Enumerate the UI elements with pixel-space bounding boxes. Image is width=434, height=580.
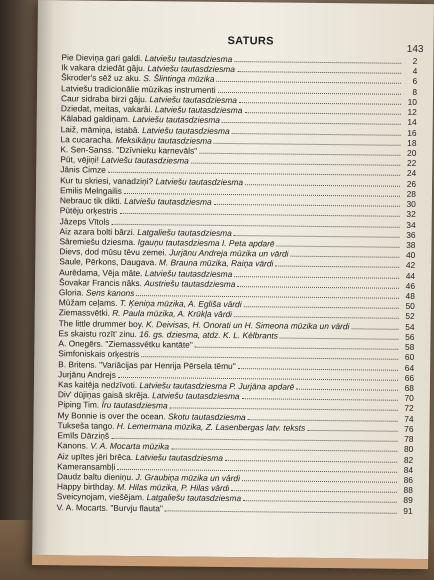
toc-entry-title: Aurēdama, Vēja māte. <box>59 266 143 278</box>
toc-entry-page: 28 <box>406 188 417 199</box>
toc-entry-subtitle: Meksikāņu tautasdziesma <box>115 134 212 146</box>
toc-entry-subtitle: Latviešu tautasdziesma <box>124 195 212 207</box>
toc-entry-subtitle: Latviešu tautasdziesma <box>101 154 189 166</box>
toc-entry-subtitle: Latviešu tautasdziesma <box>152 390 240 402</box>
toc-entry-page: 8 <box>412 86 418 97</box>
toc-entry-title: Simfoniskais orķestris <box>58 348 140 360</box>
toc-entry-subtitle: Jurjānu Andreja mūzika un vārdi <box>169 247 289 259</box>
toc-entry-title: Jāzeps Vītols <box>59 215 110 227</box>
toc-entry-title: Latviešu tradicionālie mūzikas instrumenti <box>61 82 216 95</box>
toc-entry-title: Sveicynojam, viešējam. <box>56 491 145 503</box>
toc-entry-subtitle: T. Ķeniņa mūzika, A. Egliša vārdi <box>119 298 242 310</box>
toc-entry-page: 32 <box>406 209 416 220</box>
toc-entry-subtitle: Latviešu tautasdziesma <box>132 114 221 126</box>
toc-entry-subtitle: V. A. Mocarta mūzika <box>90 440 170 452</box>
toc-entry-subtitle: Latgaliešu tautasdziesma <box>137 226 232 238</box>
toc-entry-page: 22 <box>406 158 417 169</box>
toc-entry-subtitle: Skotu tautasdziesma <box>167 411 246 422</box>
toc-entry-page: 34 <box>406 219 416 230</box>
dot-leader <box>243 501 397 504</box>
toc-entry-title: Daudz baltu dieniņu. <box>56 471 134 482</box>
dot-leader <box>234 235 400 238</box>
toc-entry-subtitle: Latviešu tautasdziesma <box>154 104 243 116</box>
toc-entry-page: 40 <box>405 250 416 261</box>
dot-leader <box>248 419 398 422</box>
dot-leader <box>234 276 399 279</box>
toc-entry-title: Jurjānu Andrejs <box>58 369 116 380</box>
toc-entry-page: 58 <box>405 341 415 353</box>
toc-entry-page: 30 <box>406 198 416 210</box>
toc-entry-title: B. Britens. "Variācijas par Henrija Pērsela tēmu" <box>58 358 236 371</box>
toc-entry-page: 2 <box>412 55 418 66</box>
toc-entry-title: Dziedat, meitas, vakarāi. <box>60 103 153 115</box>
toc-entry-subtitle: Latviešu tautasdziesma <box>142 124 230 136</box>
toc-entry-page: 14 <box>407 117 417 128</box>
toc-entry-subtitle: Latviešu tautasdziesma <box>149 94 238 105</box>
toc-entry-title: Kameransambļi <box>57 460 116 472</box>
toc-entry-subtitle: Latviešu tautasdziesma <box>144 267 233 279</box>
toc-entry-title: Sāremiešu dziesma. <box>59 236 136 247</box>
toc-entry-page: 60 <box>404 352 415 363</box>
toc-entry-title: Ik vakara dziedāt gāju. <box>61 62 146 74</box>
toc-entry-page: 70 <box>404 393 414 404</box>
dot-leader <box>237 71 401 74</box>
toc-entry-page: 82 <box>403 454 414 465</box>
dot-leader <box>214 204 400 207</box>
toc-entry-page: 72 <box>404 403 414 414</box>
toc-entry-title: Tukseša tango. <box>57 420 115 431</box>
toc-entry-page: 76 <box>404 423 414 434</box>
toc-entry-page: 68 <box>404 382 415 393</box>
toc-entry-page: 86 <box>403 474 414 485</box>
dot-leader <box>277 245 400 247</box>
dot-leader <box>237 286 399 289</box>
toc-entry-page: 64 <box>404 362 415 373</box>
toc-entry-title: Kur tu skriesi, vanadziņi? <box>60 174 154 186</box>
toc-entry-page: 44 <box>405 270 416 281</box>
toc-entry-page: 10 <box>407 96 418 107</box>
toc-entry-subtitle: J. Graubiņa mūzika un vārdi <box>135 472 241 484</box>
toc-entry-subtitle: Latviešu tautasdziesma <box>147 63 236 75</box>
toc-entry-title: Kanons. <box>57 440 89 451</box>
toc-entry-title: Kas kaitēja nedzīvoti. <box>57 379 138 391</box>
table-of-contents <box>57 52 418 516</box>
toc-entry-subtitle: Latgaliešu tautasdziesma <box>146 492 242 504</box>
toc-entry-text <box>60 206 118 217</box>
dot-leader <box>296 389 398 391</box>
toc-entry-title: The little drummer boy. <box>58 317 144 329</box>
toc-entry-page: 4 <box>412 66 418 77</box>
toc-entry-title: Nebrauc tik dikti. <box>59 195 122 206</box>
toc-entry-text <box>58 369 116 380</box>
toc-entry-page: 42 <box>405 260 416 271</box>
toc-entry-subtitle: Austriešu tautasdziesma <box>144 277 236 289</box>
toc-entry-title: La cucaracha. <box>60 133 114 145</box>
toc-entry-title: My Bonnie is over the ocean. <box>57 409 166 422</box>
toc-entry-title: Aiz azara bolti bārzi. <box>59 225 136 237</box>
toc-entry-page: 26 <box>406 178 417 189</box>
toc-entry-page: 38 <box>406 239 416 250</box>
toc-entry-page: 12 <box>407 106 417 118</box>
toc-entry-page: 78 <box>404 433 414 445</box>
dot-leader <box>222 122 401 125</box>
dot-leader <box>217 81 402 84</box>
toc-entry-page: 54 <box>405 321 415 332</box>
toc-entry-page: 18 <box>407 137 417 148</box>
toc-entry-title: K. Sen-Sanss. "Dzīvnieku karnevāls" <box>60 144 198 156</box>
toc-entry-subtitle: H. Lemermana mūzika, Z. Lasenbergas latv. teksts <box>116 420 306 433</box>
page-title: SATURS <box>227 34 274 48</box>
toc-entry-title: Ziemassvētki. <box>58 307 110 319</box>
toc-entry-page: 74 <box>404 413 414 424</box>
toc-entry-page: 88 <box>403 485 413 496</box>
toc-entry-text <box>60 185 122 196</box>
toc-entry-page: 48 <box>405 290 415 301</box>
toc-entry-title: Es skaistu rozīt' zinu. <box>58 328 137 339</box>
toc-entry-title: Šovakar Francis nāks. <box>58 277 142 288</box>
toc-entry-subtitle: R. Paula mūzika, A. Krūkļa vārdi <box>112 308 233 320</box>
toc-entry-page: 24 <box>406 168 417 179</box>
toc-entry-subtitle: Latviešu tautasdziesma <box>155 175 244 187</box>
toc-entry-page: 66 <box>404 372 415 383</box>
toc-entry-title: Piping Tim. <box>57 399 100 411</box>
dot-leader <box>280 337 399 339</box>
page-number: 143 <box>406 43 424 56</box>
dot-leader <box>234 317 399 320</box>
toc-entry-title: Emilis Melngailis <box>59 185 122 196</box>
dot-leader <box>238 368 398 371</box>
toc-entry-subtitle: Īru tautasdziesma <box>101 400 168 411</box>
toc-entry-title: Happy birthday. <box>56 481 116 493</box>
toc-entry-page: 56 <box>405 331 415 342</box>
dot-leader <box>291 256 400 258</box>
dot-leader <box>245 184 400 187</box>
dot-leader <box>351 328 398 329</box>
toc-entry-subtitle: Igauņu tautasdziesma I. Peta apdarē <box>137 236 275 249</box>
toc-entry-page: 6 <box>412 76 418 87</box>
dot-leader <box>214 143 401 146</box>
toc-entry-text <box>57 461 115 472</box>
toc-entry-subtitle: M. Hilas mūzika, P. Hilas vārdi <box>117 482 230 494</box>
toc-entry-page: 52 <box>405 311 415 322</box>
toc-entry-title: Pie Dieviņa gari galdi. <box>61 52 143 64</box>
toc-entry-title: Aiz upītes jēri brēca. <box>57 450 134 462</box>
toc-entry-subtitle: Latviešu tautasdziesma <box>135 451 224 463</box>
toc-entry-subtitle: S. Šlintinga mūzika <box>143 73 215 85</box>
dot-leader <box>244 306 399 309</box>
toc-entry-title: Pūt, vējiņi! <box>60 154 100 165</box>
toc-entry-title: Pūtēju orķestris <box>59 205 118 217</box>
toc-entry-title: A. Onegērs. "Ziemassvētku kantāte" <box>58 338 193 350</box>
toc-entry-text <box>57 502 163 513</box>
toc-entry-title: Caur sidraba birzi gāju. <box>60 93 148 105</box>
toc-entry-page: 89 <box>403 495 413 506</box>
toc-entry-subtitle: K. Deivisas, H. Onorati un H. Simeona mūzika un vārdi <box>145 318 350 331</box>
toc-entry-subtitle: Latviešu tautasdziesma P. Jurjāna apdarē <box>139 380 295 392</box>
toc-entry-subtitle: M. Brauna mūzika, Raiņa vārdi <box>158 257 274 269</box>
toc-entry-title: Jānis Cimze <box>60 164 106 176</box>
toc-entry-subtitle: 16. gs. dziesma, atdz. K. L. Kēlbrants <box>139 328 279 341</box>
toc-entry-page: 36 <box>406 229 416 240</box>
toc-entry-title: V. A. Mocarts. "Burvju flauta" <box>56 501 163 513</box>
dot-leader <box>275 266 399 268</box>
dot-leader <box>307 430 397 432</box>
toc-entry-title: Div' dūjiņas gaisā skrēja. <box>57 389 150 401</box>
toc-entry-page: 50 <box>405 301 415 312</box>
toc-entry-title: Laiž, māmiņa, istabā. <box>60 123 140 135</box>
dot-leader <box>231 490 397 493</box>
toc-entry-text <box>60 216 110 227</box>
toc-entry-title: Kālabad galdiņam. <box>60 113 131 125</box>
dot-leader <box>225 460 397 463</box>
toc-entry-title: Gloria. <box>58 287 84 298</box>
toc-entry-title: Dievs, dod mūsu tēvu zemei. <box>59 246 167 258</box>
toc-entry-page: 20 <box>407 147 417 158</box>
dot-leader <box>242 398 398 401</box>
toc-entry-title: Mūžam ceļams. <box>58 297 118 309</box>
toc-entry-page: 80 <box>403 444 414 455</box>
toc-entry-page: 46 <box>405 280 416 291</box>
dot-leader <box>165 510 397 513</box>
toc-entry-title: Škroder's sēž uz aku. <box>61 72 142 84</box>
toc-entry-title: Emīls Dārziņš <box>57 430 110 441</box>
book-page <box>32 0 434 569</box>
dot-leader <box>244 112 400 115</box>
dot-leader <box>234 61 401 64</box>
toc-entry-page: 91 <box>403 505 413 516</box>
toc-entry-page: 16 <box>407 127 417 138</box>
toc-entry-subtitle: Sens kanons <box>85 287 135 299</box>
toc-entry-page: 84 <box>403 464 414 475</box>
toc-entry-text <box>57 430 109 441</box>
dot-leader <box>242 480 397 483</box>
dot-leader <box>239 102 401 105</box>
dot-leader <box>218 92 401 95</box>
dot-leader <box>232 133 401 136</box>
toc-entry-subtitle: Latviešu tautasdziesma <box>144 53 233 65</box>
toc-entry-text <box>60 165 106 176</box>
toc-entry-title: Saule, Pērkons, Daugava. <box>59 256 157 268</box>
